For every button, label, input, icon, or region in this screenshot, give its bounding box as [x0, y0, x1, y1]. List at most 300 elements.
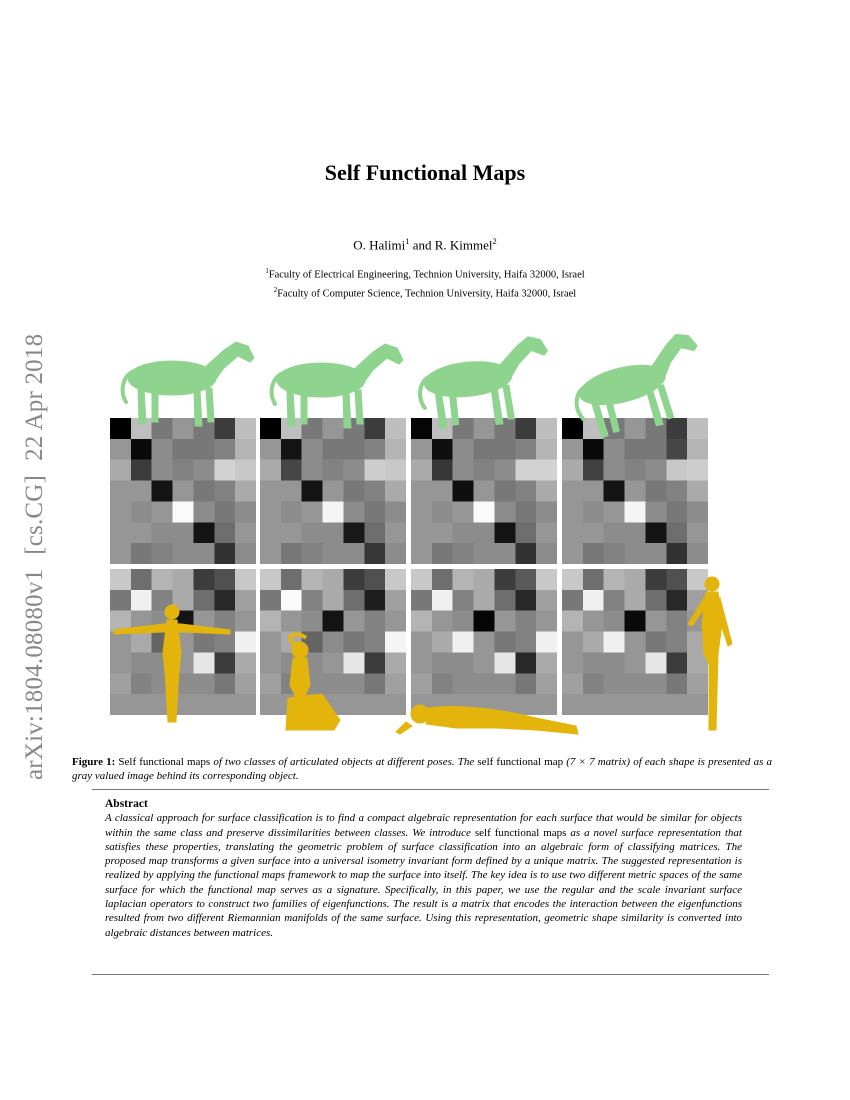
matrix-cell: [687, 460, 708, 481]
matrix-cell: [515, 611, 536, 632]
matrix-cell: [260, 439, 281, 460]
matrix-cell: [666, 590, 687, 611]
matrix-cell: [302, 694, 323, 715]
matrix-cell: [583, 632, 604, 653]
matrix-cell: [687, 694, 708, 715]
matrix-cell: [625, 439, 646, 460]
matrix-cell: [411, 590, 432, 611]
matrix-cell: [110, 590, 131, 611]
abstract-text-2: self functional maps: [470, 826, 571, 839]
matrix-cell: [152, 590, 173, 611]
matrix-cell: [474, 673, 495, 694]
matrix-cell: [687, 611, 708, 632]
matrix-cell: [131, 569, 152, 590]
matrix-cell: [432, 590, 453, 611]
matrix-cell: [687, 673, 708, 694]
matrix-bottom-3: [411, 569, 557, 715]
matrix-cell: [604, 569, 625, 590]
matrix-cell: [515, 418, 536, 439]
matrix-cell: [687, 439, 708, 460]
matrix-cell: [625, 522, 646, 543]
matrix-cell: [235, 460, 256, 481]
matrix-cell: [453, 569, 474, 590]
matrix-cell: [494, 418, 515, 439]
matrix-cell: [666, 652, 687, 673]
matrix-cell: [411, 460, 432, 481]
matrix-cell: [364, 632, 385, 653]
matrix-cell: [343, 439, 364, 460]
rule-bottom: [92, 974, 769, 975]
matrix-cell: [193, 460, 214, 481]
matrix-cell: [281, 501, 302, 522]
matrix-cell: [131, 501, 152, 522]
matrix-cell: [152, 439, 173, 460]
matrix-cell: [110, 694, 131, 715]
matrix-cell: [235, 439, 256, 460]
affiliation-1: [0, 264, 850, 283]
matrix-cell: [385, 694, 406, 715]
author-1-sup: 1: [405, 236, 410, 246]
matrix-cell: [260, 418, 281, 439]
matrix-cell: [453, 439, 474, 460]
matrix-cell: [515, 460, 536, 481]
matrix-cell: [214, 481, 235, 502]
horse-shape-2: [272, 344, 403, 428]
matrix-cell: [323, 694, 344, 715]
matrix-cell: [411, 652, 432, 673]
matrix-cell: [173, 652, 194, 673]
matrix-cell: [281, 481, 302, 502]
matrix-cell: [562, 522, 583, 543]
caption-text-4: (7 × 7 matrix) of each shape is presented as a gray valued image behind its corresponding object.: [72, 756, 772, 782]
matrix-cell: [364, 460, 385, 481]
matrix-cell: [131, 418, 152, 439]
author-1: O. Halimi: [353, 237, 406, 253]
matrix-cell: [687, 543, 708, 564]
matrix-cell: [214, 418, 235, 439]
matrix-cell: [214, 569, 235, 590]
matrix-cell: [604, 694, 625, 715]
matrix-cell: [110, 652, 131, 673]
matrix-cell: [152, 481, 173, 502]
matrix-cell: [645, 418, 666, 439]
matrix-cell: [645, 439, 666, 460]
matrix-cell: [323, 652, 344, 673]
matrix-cell: [494, 543, 515, 564]
matrix-cell: [494, 569, 515, 590]
matrix-cell: [364, 611, 385, 632]
matrix-cell: [281, 694, 302, 715]
matrix-cell: [214, 694, 235, 715]
caption-label: Figure 1:: [72, 756, 116, 768]
matrix-cell: [666, 439, 687, 460]
matrix-cell: [131, 481, 152, 502]
matrix-cell: [411, 418, 432, 439]
affiliation-2-text: Faculty of Computer Science, Technion University, Haifa 32000, Israel: [277, 288, 577, 299]
matrix-cell: [515, 481, 536, 502]
matrix-cell: [214, 590, 235, 611]
matrix-cell: [474, 501, 495, 522]
matrix-cell: [536, 611, 557, 632]
matrix-cell: [173, 522, 194, 543]
matrix-cell: [131, 439, 152, 460]
matrix-cell: [583, 418, 604, 439]
matrix-cell: [260, 501, 281, 522]
matrix-cell: [432, 481, 453, 502]
matrix-cell: [110, 460, 131, 481]
author-conjunction: and: [409, 237, 435, 253]
matrix-cell: [302, 632, 323, 653]
matrix-cell: [364, 501, 385, 522]
matrix-cell: [536, 590, 557, 611]
matrix-cell: [173, 418, 194, 439]
matrix-cell: [536, 694, 557, 715]
matrix-cell: [235, 501, 256, 522]
matrix-cell: [152, 569, 173, 590]
matrix-cell: [432, 522, 453, 543]
matrix-cell: [152, 694, 173, 715]
matrix-cell: [281, 673, 302, 694]
matrix-cell: [323, 522, 344, 543]
matrix-cell: [411, 569, 432, 590]
matrix-cell: [515, 694, 536, 715]
matrix-cell: [666, 543, 687, 564]
matrix-cell: [152, 501, 173, 522]
matrix-cell: [625, 673, 646, 694]
matrix-cell: [494, 611, 515, 632]
matrix-cell: [625, 590, 646, 611]
matrix-cell: [302, 418, 323, 439]
matrix-cell: [583, 611, 604, 632]
affiliation-1-sup: 1: [265, 268, 269, 275]
matrix-cell: [152, 632, 173, 653]
matrix-cell: [583, 543, 604, 564]
matrix-cell: [364, 694, 385, 715]
matrix-cell: [214, 652, 235, 673]
matrix-cell: [260, 481, 281, 502]
matrix-cell: [173, 611, 194, 632]
matrix-top-3: [411, 418, 557, 564]
matrix-cell: [453, 418, 474, 439]
matrix-cell: [666, 673, 687, 694]
matrix-cell: [235, 694, 256, 715]
matrix-cell: [193, 694, 214, 715]
matrix-cell: [131, 673, 152, 694]
matrix-cell: [343, 590, 364, 611]
matrix-cell: [453, 652, 474, 673]
matrix-cell: [214, 439, 235, 460]
matrix-cell: [343, 460, 364, 481]
matrix-cell: [411, 632, 432, 653]
caption-text-2: of two classes of articulated objects at different poses. The: [213, 756, 475, 768]
matrix-cell: [604, 439, 625, 460]
rule-top: [92, 789, 769, 790]
matrix-cell: [281, 611, 302, 632]
matrix-cell: [131, 632, 152, 653]
matrix-cell: [645, 694, 666, 715]
matrix-cell: [625, 481, 646, 502]
matrix-cell: [562, 418, 583, 439]
matrix-cell: [214, 611, 235, 632]
matrix-cell: [625, 632, 646, 653]
matrix-cell: [323, 569, 344, 590]
matrix-cell: [625, 652, 646, 673]
matrix-cell: [536, 481, 557, 502]
matrix-cell: [323, 590, 344, 611]
matrix-cell: [235, 481, 256, 502]
matrix-cell: [536, 522, 557, 543]
matrix-cell: [343, 543, 364, 564]
matrix-cell: [173, 439, 194, 460]
matrix-cell: [474, 543, 495, 564]
matrix-cell: [515, 439, 536, 460]
matrix-cell: [583, 460, 604, 481]
matrix-cell: [131, 590, 152, 611]
matrix-cell: [687, 569, 708, 590]
matrix-cell: [152, 652, 173, 673]
matrix-cell: [110, 611, 131, 632]
matrix-cell: [385, 543, 406, 564]
horse-shape-1: [123, 342, 254, 426]
matrix-cell: [411, 673, 432, 694]
matrix-cell: [193, 522, 214, 543]
matrix-cell: [260, 694, 281, 715]
matrix-cell: [583, 590, 604, 611]
matrix-cell: [604, 611, 625, 632]
matrix-cell: [385, 652, 406, 673]
author-2-sup: 2: [492, 236, 497, 246]
matrix-cell: [235, 590, 256, 611]
matrix-cell: [193, 590, 214, 611]
matrix-cell: [173, 590, 194, 611]
matrix-cell: [494, 673, 515, 694]
matrix-cell: [474, 439, 495, 460]
matrix-cell: [173, 569, 194, 590]
matrix-cell: [453, 673, 474, 694]
matrix-cell: [152, 543, 173, 564]
matrix-cell: [385, 590, 406, 611]
matrix-cell: [173, 460, 194, 481]
matrix-cell: [214, 543, 235, 564]
figure-caption: [72, 755, 772, 783]
matrix-cell: [173, 501, 194, 522]
abstract-heading: Abstract: [105, 798, 148, 810]
matrix-cell: [687, 418, 708, 439]
matrix-cell: [562, 590, 583, 611]
matrix-cell: [625, 611, 646, 632]
matrix-cell: [411, 439, 432, 460]
matrix-cell: [583, 522, 604, 543]
matrix-cell: [343, 501, 364, 522]
matrix-cell: [214, 632, 235, 653]
matrix-cell: [302, 460, 323, 481]
matrix-cell: [385, 439, 406, 460]
matrix-cell: [453, 611, 474, 632]
matrix-cell: [562, 543, 583, 564]
matrix-cell: [645, 569, 666, 590]
matrix-cell: [432, 652, 453, 673]
matrix-cell: [666, 522, 687, 543]
matrix-cell: [536, 439, 557, 460]
matrix-cell: [562, 673, 583, 694]
matrix-cell: [666, 694, 687, 715]
matrix-cell: [302, 673, 323, 694]
matrix-cell: [110, 501, 131, 522]
matrix-cell: [515, 543, 536, 564]
matrix-cell: [453, 481, 474, 502]
matrix-cell: [432, 439, 453, 460]
matrix-cell: [343, 652, 364, 673]
matrix-cell: [453, 543, 474, 564]
matrix-cell: [214, 460, 235, 481]
matrix-cell: [494, 481, 515, 502]
affiliation-2: [0, 283, 850, 302]
matrix-cell: [666, 501, 687, 522]
caption-text-1: Self functional maps: [115, 756, 214, 768]
matrix-cell: [131, 694, 152, 715]
matrix-cell: [152, 460, 173, 481]
matrix-cell: [453, 632, 474, 653]
matrix-cell: [193, 673, 214, 694]
matrix-cell: [583, 694, 604, 715]
matrix-cell: [281, 569, 302, 590]
matrix-cell: [323, 439, 344, 460]
matrix-cell: [173, 632, 194, 653]
matrix-cell: [687, 522, 708, 543]
matrix-cell: [625, 460, 646, 481]
matrix-cell: [645, 543, 666, 564]
matrix-cell: [453, 590, 474, 611]
matrix-cell: [260, 522, 281, 543]
matrix-cell: [235, 611, 256, 632]
matrix-cell: [260, 460, 281, 481]
matrix-cell: [625, 501, 646, 522]
matrix-cell: [645, 501, 666, 522]
matrix-cell: [494, 694, 515, 715]
matrix-cell: [343, 481, 364, 502]
matrix-cell: [645, 590, 666, 611]
matrix-cell: [625, 569, 646, 590]
matrix-cell: [645, 460, 666, 481]
abstract-text-3: as a novel surface representation that satisfies these properties, translating the geometric problem of surface classification into an algebraic form of classifying matrices. The proposed map transforms a given surface into a universal isometry invariant form defined by a unique matrix. The suggested representation is realized by applying the functional maps framework to map the surface into itself. The key idea is to use two different metric spaces of the same surface for which the functional map serves as a signature. Specifically, in this paper, we use the regular and the scale invariant surface laplacian operators to construct two families of eigenfunctions. The result is a matrix that encodes the interaction between the eigenfunctions resulted from two different Riemannian manifolds of the same surface. Using this representation, geometric shape similarity is converted into algebraic distances between matrices.: [105, 826, 742, 939]
matrix-cell: [604, 418, 625, 439]
matrix-cell: [173, 543, 194, 564]
matrix-cell: [193, 439, 214, 460]
matrix-cell: [625, 694, 646, 715]
matrix-cell: [562, 652, 583, 673]
matrix-cell: [343, 632, 364, 653]
matrix-cell: [604, 543, 625, 564]
matrix-cell: [235, 543, 256, 564]
matrix-cell: [474, 611, 495, 632]
matrix-cell: [193, 652, 214, 673]
matrix-cell: [687, 501, 708, 522]
matrix-cell: [343, 569, 364, 590]
matrix-cell: [432, 418, 453, 439]
matrix-cell: [385, 673, 406, 694]
matrix-cell: [645, 652, 666, 673]
matrix-cell: [687, 652, 708, 673]
matrix-cell: [323, 418, 344, 439]
matrix-cell: [281, 522, 302, 543]
matrix-cell: [302, 611, 323, 632]
matrix-cell: [687, 590, 708, 611]
matrix-cell: [343, 694, 364, 715]
matrix-cell: [432, 694, 453, 715]
matrix-cell: [235, 652, 256, 673]
matrix-cell: [323, 673, 344, 694]
matrix-cell: [583, 439, 604, 460]
matrix-cell: [432, 611, 453, 632]
matrix-cell: [536, 460, 557, 481]
matrix-cell: [625, 418, 646, 439]
matrix-cell: [364, 673, 385, 694]
matrix-cell: [364, 418, 385, 439]
matrix-cell: [193, 611, 214, 632]
matrix-cell: [110, 522, 131, 543]
matrix-cell: [364, 439, 385, 460]
matrix-cell: [281, 460, 302, 481]
matrix-cell: [364, 543, 385, 564]
matrix-cell: [152, 418, 173, 439]
matrix-cell: [474, 481, 495, 502]
matrix-cell: [515, 632, 536, 653]
matrix-cell: [173, 694, 194, 715]
matrix-cell: [302, 481, 323, 502]
matrix-cell: [302, 569, 323, 590]
matrix-cell: [536, 652, 557, 673]
matrix-cell: [385, 481, 406, 502]
matrix-cell: [494, 652, 515, 673]
matrix-cell: [343, 522, 364, 543]
matrix-cell: [474, 569, 495, 590]
matrix-cell: [385, 569, 406, 590]
matrix-cell: [110, 418, 131, 439]
matrix-cell: [432, 543, 453, 564]
matrix-cell: [193, 632, 214, 653]
arxiv-category: [cs.CG]: [21, 474, 48, 555]
matrix-cell: [583, 652, 604, 673]
matrix-cell: [604, 522, 625, 543]
matrix-cell: [131, 522, 152, 543]
matrix-cell: [152, 673, 173, 694]
matrix-cell: [214, 522, 235, 543]
matrix-cell: [364, 590, 385, 611]
matrix-cell: [110, 673, 131, 694]
matrix-cell: [474, 632, 495, 653]
matrix-cell: [494, 590, 515, 611]
matrix-cell: [193, 569, 214, 590]
matrix-cell: [494, 439, 515, 460]
matrix-cell: [323, 611, 344, 632]
matrix-cell: [411, 481, 432, 502]
abstract-text-1: A classical approach for surface classification is to find a compact algebraic representation for each surface that would be similar for objects within the same class and preserve dissimilarities between classes. We introduce: [105, 812, 742, 839]
affiliation-1-text: Faculty of Electrical Engineering, Technion University, Haifa 32000, Israel: [268, 269, 585, 281]
matrix-cell: [323, 543, 344, 564]
matrix-cell: [302, 652, 323, 673]
matrix-cell: [343, 611, 364, 632]
matrix-cell: [131, 652, 152, 673]
matrix-cell: [453, 460, 474, 481]
matrix-cell: [562, 611, 583, 632]
matrix-cell: [474, 418, 495, 439]
matrix-cell: [152, 611, 173, 632]
matrix-cell: [474, 522, 495, 543]
matrix-cell: [536, 418, 557, 439]
matrix-cell: [131, 543, 152, 564]
matrix-cell: [385, 460, 406, 481]
matrix-cell: [385, 632, 406, 653]
